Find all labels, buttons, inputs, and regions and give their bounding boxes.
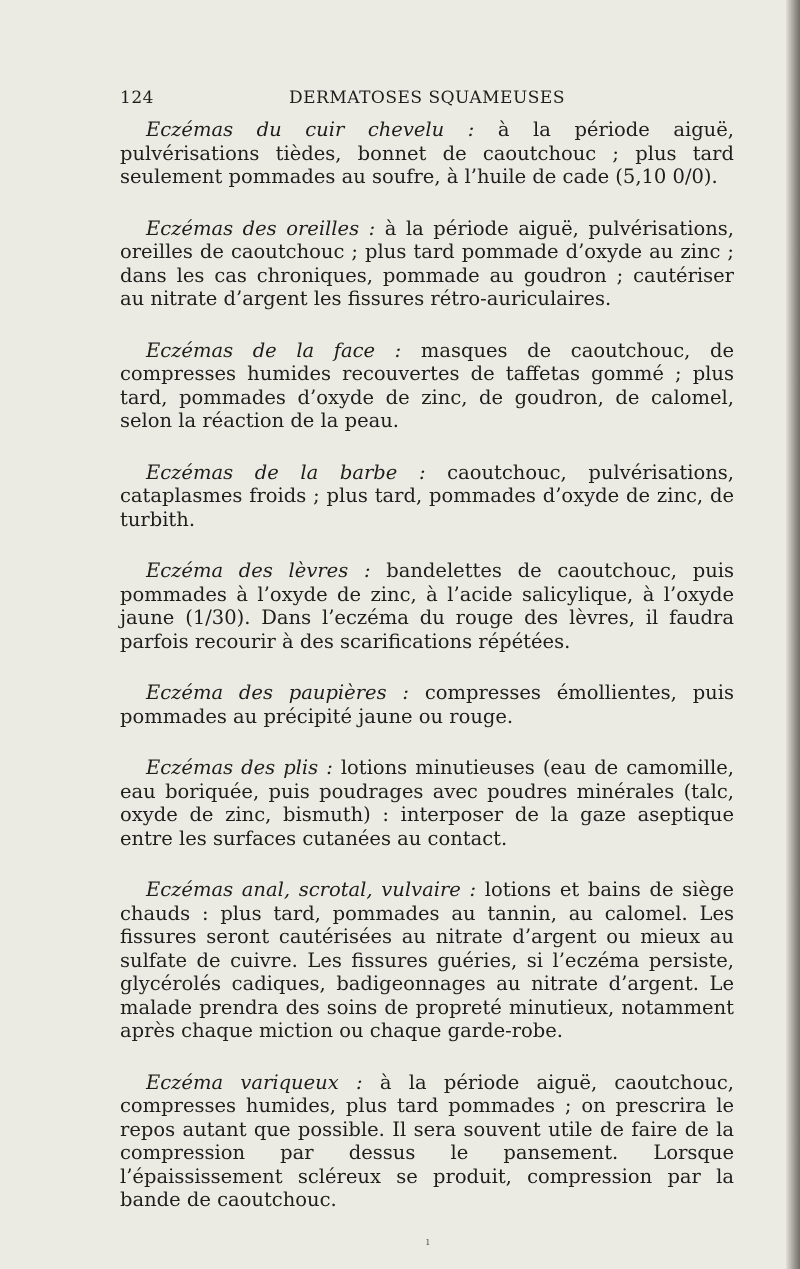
paragraph-label: Eczémas des plis : [146, 756, 333, 779]
paragraph-text: compresses émollientes, puis pommades au précipité jaune ou rouge. [120, 681, 734, 728]
footer-mark: ı [426, 1235, 430, 1248]
page-edge-shadow [786, 0, 800, 1269]
paragraph-label: Eczémas des oreilles : [146, 216, 376, 240]
paragraph-label: Eczéma variqueux : [146, 1070, 363, 1094]
paragraph-text: bandelettes de caoutchouc, puis pommades à l’oxyde de zinc, à l’acide salicylique, à l’oxyde jaune (1/30). Dans l’eczéma du rouge des lèvres, il faudra parfois recourir à des scarifications répétées. [120, 559, 734, 653]
paragraph-label: Eczéma des paupières : [146, 681, 409, 704]
paragraph-oreilles [120, 217, 734, 311]
paragraph-plis [120, 756, 734, 850]
paragraph-barbe [120, 461, 734, 532]
paragraph-levres [120, 559, 734, 653]
paragraph-text: lotions et bains de siège chauds : plus tard, pommades au tannin, au calomel. Les fissures seront cautérisées au nitrate d’argent ou mieux au sulfate de cuivre. Les fissures guéries, si l’eczéma persiste, glycérolés cadiques, badigeonnages au nitrate d’argent. Le malade prendra des soins de propreté minutieux, notamment après chaque miction ou chaque garde-robe. [120, 878, 734, 1042]
paragraph-text: lotions minutieuses (eau de camomille, eau boriquée, puis poudrages avec poudres minérales (talc, oxyde de zinc, bismuth) : interposer de la gaze aseptique entre les surfaces cutanées au contact. [120, 756, 734, 850]
paragraph-text: masques de caoutchouc, de compresses humides recouvertes de taffetas gommé ; plus tard, pommades d’oxyde de zinc, de goudron, de calomel, selon la réaction de la peau. [120, 338, 734, 432]
page-body [120, 118, 734, 1240]
paragraph-label: Eczémas de la barbe : [146, 460, 426, 484]
running-title: DERMATOSES SQUAMEUSES [289, 88, 565, 108]
page-number: 124 [120, 88, 154, 108]
paragraph-cuir-chevelu [120, 118, 734, 189]
paragraph-anal-scrotal-vulvaire [120, 878, 734, 1043]
paragraph-face [120, 339, 734, 433]
paragraph-variqueux [120, 1071, 734, 1212]
paragraph-text: à la période aiguë, pulvérisations, oreilles de caoutchouc ; plus tard pommade d’oxyde au zinc ; dans les cas chroniques, pommade au goudron ; cautériser au nitrate d’argent les fissures rétro-auriculaires. [120, 216, 734, 310]
paragraph-label: Eczémas de la face : [146, 338, 402, 362]
paragraph-label: Eczémas du cuir chevelu : [146, 118, 475, 141]
paragraph-text: à la période aiguë, pulvérisations tièdes, bonnet de caoutchouc ; plus tard seulement pommades au soufre, à l’huile de cade (5,10 0/0). [120, 118, 734, 188]
page-header [120, 88, 734, 112]
paragraph-label: Eczémas anal, scrotal, vulvaire : [146, 878, 477, 901]
paragraph-text: caoutchouc, pulvérisations, cataplasmes froids ; plus tard, pommades d’oxyde de zinc, de turbith. [120, 460, 734, 531]
paragraph-label: Eczéma des lèvres : [146, 559, 371, 582]
paragraph-paupieres [120, 681, 734, 728]
paragraph-text: à la période aiguë, caoutchouc, compresses humides, plus tard pommades ; on prescrira le repos autant que possible. Il sera souvent utile de faire de la compression par dessus le pansement. Lorsque l’épaississement scléreux se produit, compression par la bande de caoutchouc. [120, 1070, 735, 1211]
